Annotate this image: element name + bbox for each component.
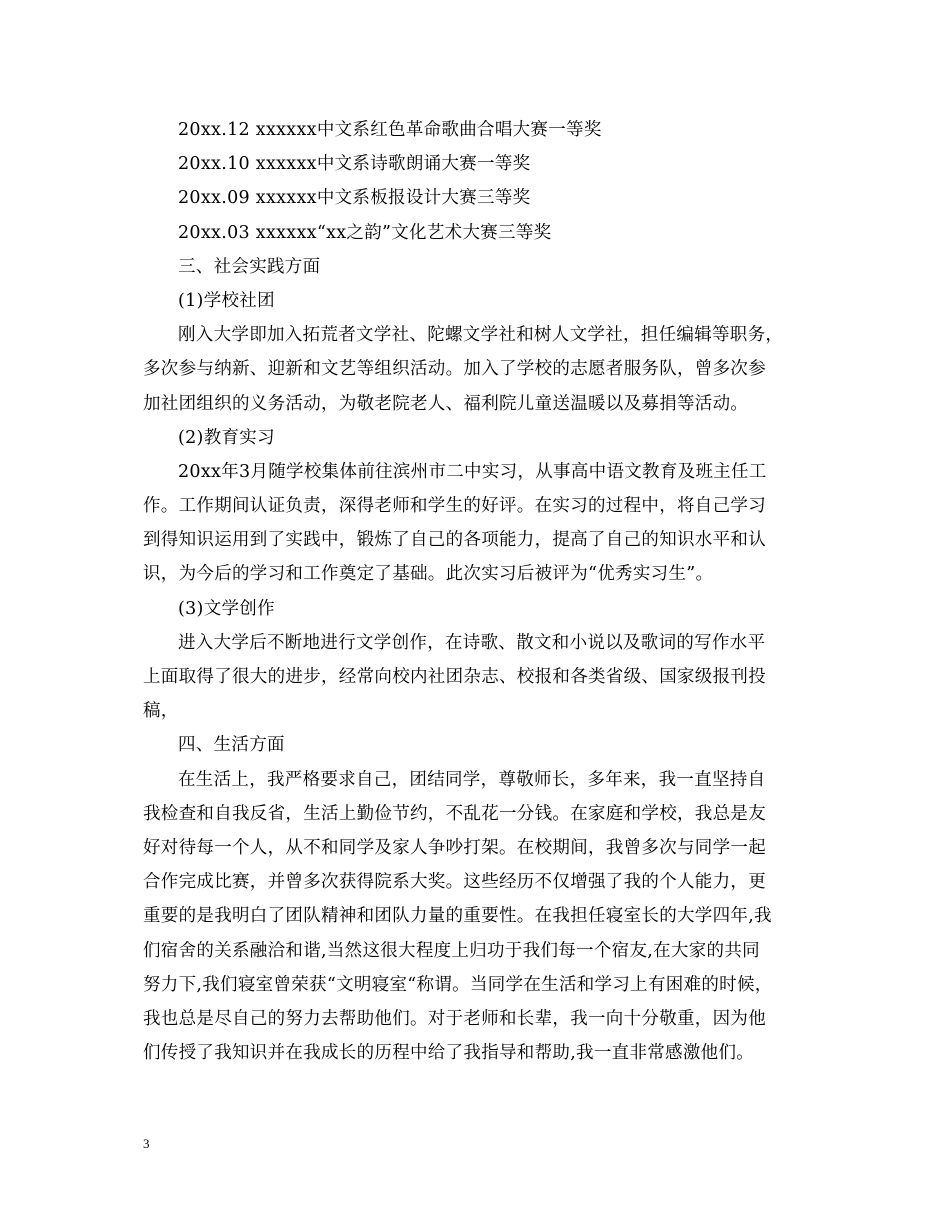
award-line: 20xx.10 xxxxxx中文系诗歌朗诵大赛一等奖 — [178, 154, 531, 175]
award-line: 20xx.09 xxxxxx中文系板报设计大赛三等奖 — [178, 188, 531, 209]
subheading-school-clubs: (1)学校社团 — [178, 290, 275, 311]
subheading-literary-creation: (3)文学创作 — [178, 598, 275, 619]
paragraph-line: 进入大学后不断地进行文学创作，在诗歌、散文和小说以及歌词的写作水平 — [178, 632, 766, 653]
award-line: 20xx.12 xxxxxx中文系红色革命歌曲合唱大赛一等奖 — [178, 120, 602, 140]
paragraph-line: 我也总是尽自己的努力去帮助他们。对于老师和长辈，我一向十分敬重，因为他 — [143, 1008, 766, 1029]
paragraph-line: 作。工作期间认证负责，深得老师和学生的好评。在实习的过程中，将自己学习 — [143, 496, 766, 517]
paragraph-line: 在生活上，我严格要求自己，团结同学，尊敬师长，多年来，我一直坚持自 — [178, 769, 766, 790]
section-heading-social-practice: 三、社会实践方面 — [178, 256, 321, 277]
paragraph-line: 重要的是我明白了团队精神和团队力量的重要性。在我担任寝室长的大学四年,我 — [143, 906, 772, 927]
paragraph-line: 稿， — [143, 701, 179, 722]
paragraph-line: 上面取得了很大的进步，经常向校内社团杂志、校报和各类省级、国家级报刊投 — [143, 667, 766, 687]
paragraph-line: 们传授了我知识并在我成长的历程中给了我指导和帮助,我一直非常感激他们。 — [143, 1043, 755, 1064]
paragraph-line: 我检查和自我反省，生活上勤俭节约，不乱花一分钱。在家庭和学校，我总是友 — [143, 803, 766, 824]
paragraph-line: 20xx年3月随学校集体前往滨州市二中实习，从事高中语文教育及班主任工 — [178, 461, 767, 482]
paragraph-line: 多次参与纳新、迎新和文艺等组织活动。加入了学校的志愿者服务队，曾多次参 — [143, 359, 766, 380]
paragraph-line: 刚入大学即加入拓荒者文学社、陀螺文学社和树人文学社，担任编辑等职务， — [178, 325, 784, 346]
paragraph-line: 识，为今后的学习和工作奠定了基础。此次实习后被评为“优秀实习生”。 — [143, 564, 714, 585]
paragraph-line: 到得知识运用到了实践中，锻炼了自己的各项能力，提高了自己的知识水平和认 — [143, 530, 766, 551]
paragraph-line: 们宿舍的关系融洽和谐,当然这很大程度上归功于我们每一个宿友,在大家的共同 — [143, 940, 760, 961]
document-body — [143, 113, 823, 1070]
section-heading-life: 四、生活方面 — [178, 735, 285, 756]
paragraph-line: 加社团组织的义务活动，为敬老院老人、福利院儿童送温暖以及募捐等活动。 — [143, 393, 749, 414]
page-number: 3 — [143, 1136, 150, 1151]
paragraph-line: 合作完成比赛，并曾多次获得院系大奖。这些经历不仅增强了我的个人能力，更 — [143, 872, 766, 893]
paragraph-line: 努力下,我们寝室曾荣获“文明寝室“称谓。当同学在生活和学习上有困难的时候， — [143, 974, 773, 995]
subheading-education-internship: (2)教育实习 — [178, 427, 275, 448]
award-line: 20xx.03 xxxxxx“xx之韵”文化艺术大赛三等奖 — [178, 222, 552, 243]
paragraph-line: 好对待每一个人，从不和同学及家人争吵打架。在校期间，我曾多次与同学一起 — [143, 837, 766, 858]
